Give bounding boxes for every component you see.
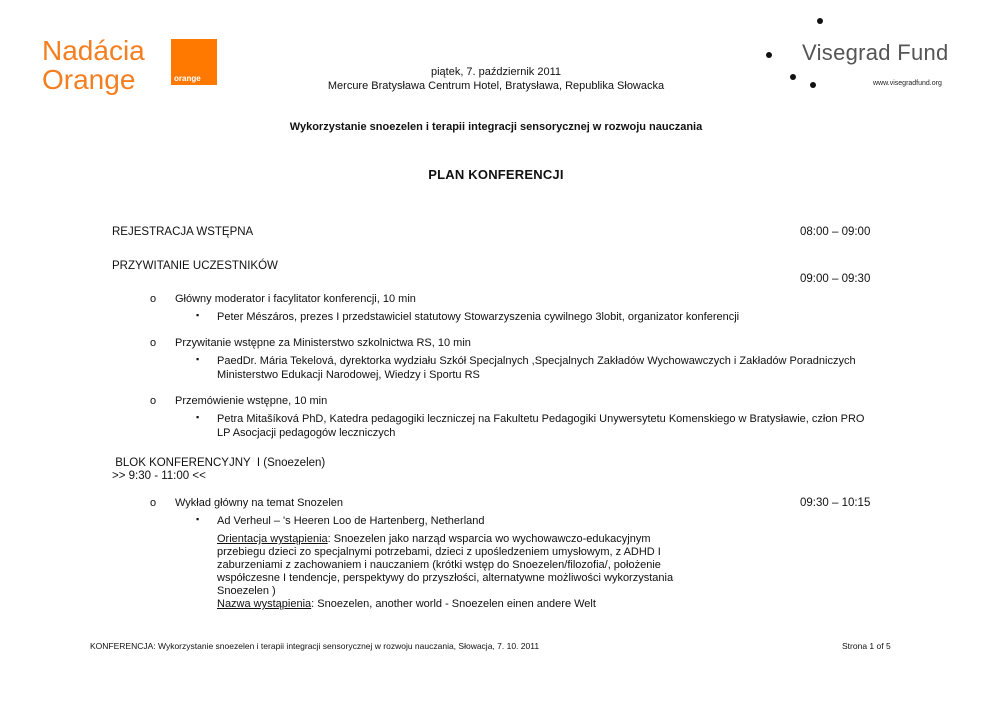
orientation-label: Orientacja wystąpienia [217, 533, 328, 545]
square-bullet-icon: ▪ [196, 354, 200, 364]
footer-text: KONFERENCJA: Wykorzystanie snoezelen i terapii integracji sensorycznej w rozwoju nauczania, Słowacja, 7. 10. 2011 [90, 641, 540, 651]
square-bullet-icon: ▪ [196, 514, 200, 524]
registration-time: 08:00 – 09:00 [800, 226, 871, 238]
visegrad-url: www.visegradfund.org [873, 80, 942, 87]
lecture-description [217, 533, 727, 611]
circle-bullet-icon: o [150, 293, 157, 305]
orientation-text: : Snoezelen jako narząd wsparcia wo wychowawczo-edukacyjnym [327, 533, 651, 545]
speaker-text: Ad Verheul – 's Heeren Loo de Hartenberg, Netherland [217, 515, 485, 527]
section-welcome: PRZYWITANIE UCZESTNIKÓW [112, 260, 278, 272]
section-block: BLOK KONFERENCYJNY I (Snoezelen) [112, 457, 326, 469]
logo-dot-icon [817, 18, 823, 24]
header-venue: Mercure Bratysława Centrum Hotel, Bratysława, Republika Słowacka [327, 80, 665, 92]
square-bullet-icon: ▪ [196, 310, 200, 320]
orientation-line [217, 533, 727, 546]
page-title: PLAN KONFERENCJI [428, 167, 564, 182]
visegrad-name: Visegrad Fund [802, 40, 949, 65]
circle-bullet-icon: o [150, 395, 157, 407]
speaker-text: Ministerstwo Edukacji Narodowej, Wiedzy i Sportu RS [217, 369, 480, 381]
orientation-line: przebiegu dzieci zo specjalnymi potrzebami, dzieci z upośledzeniem umysłowym, z ADHD I [217, 546, 661, 558]
orange-brand-text: orange [174, 74, 201, 83]
speaker-text: PaedDr. Mária Tekelová, dyrektorka wydziału Szkół Specjalnych ,Specjalnych Zakładów Wychowawczych i Zakładów Poradniczych [217, 355, 856, 367]
header-date: piątek, 7. październik 2011 [430, 66, 562, 78]
orientation-line: współczesne I tendencje, perspektywy do przyszłości, alternatywne możliwości wykorzystania [217, 572, 674, 584]
orientation-line: Snoezelen ) [217, 585, 276, 597]
title-line [217, 598, 727, 611]
section-registration: REJESTRACJA WSTĘPNA [112, 226, 254, 238]
agenda-item-text: Przywitanie wstępne za Ministerstwo szkolnictwa RS, 10 min [175, 337, 471, 349]
square-bullet-icon: ▪ [196, 412, 200, 422]
welcome-time: 09:00 – 09:30 [800, 273, 871, 285]
agenda-item-text: Wykład główny na temat Snozelen [175, 497, 344, 509]
speaker-text: Petra Mitašíková PhD, Katedra pedagogiki leczniczej na Fakultetu Pedagogiki Unywersytetu Komenskiego w Bratysławie, człon PRO [217, 413, 865, 425]
circle-bullet-icon: o [150, 497, 157, 509]
title-text: : Snoezelen, another world - Snoezelen einen andere Welt [311, 598, 596, 610]
orange-brand-square [171, 39, 217, 85]
page-number: Strona 1 of 5 [842, 641, 891, 651]
logo-dot-icon [766, 52, 772, 58]
title-label: Nazwa wystąpienia [217, 598, 312, 610]
speaker-text: Peter Mészáros, prezes I przedstawiciel statutowy Stowarzyszenia cywilnego 3lobit, organizator konferencji [217, 311, 740, 323]
lecture-time: 09:30 – 10:15 [800, 497, 871, 509]
orientation-line: zaburzeniami z zachowaniem i nauczaniem (krótki wstęp do Snoezelen/filozofia/, położenie [217, 559, 661, 571]
logo-line-2: Orange [42, 64, 136, 95]
circle-bullet-icon: o [150, 337, 157, 349]
agenda-item-text: Przemówienie wstępne, 10 min [175, 395, 328, 407]
conference-subtitle: Wykorzystanie snoezelen i terapii integracji sensorycznej w rozwoju nauczania [289, 121, 703, 133]
logo-line-1: Nadácia [42, 35, 145, 66]
speaker-text: LP Asocjacji pedagogów leczniczych [217, 427, 396, 439]
block-time: >> 9:30 - 11:00 << [112, 470, 206, 482]
agenda-item-text: Główny moderator i facylitator konferencji, 10 min [175, 293, 416, 305]
